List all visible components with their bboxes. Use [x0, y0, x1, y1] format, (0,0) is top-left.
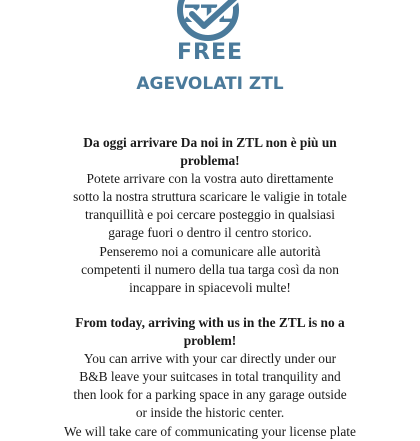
english-headline-line-1: From today, arriving with us in the ZTL is no a	[75, 315, 345, 330]
italian-body-line: incappare in spiacevoli multe!	[129, 279, 291, 295]
italian-body-line: tranquillità e poi cercare posteggio in qualsiasi	[85, 207, 335, 223]
italian-body-line: Penseremo noi a comunicare alle autorità	[99, 243, 321, 259]
italian-body-line: sotto la nostra struttura scaricare le valigie in totale	[73, 189, 347, 205]
english-body-line: You can arrive with your car directly under our	[83, 351, 337, 367]
italian-headline-line-2: problema!	[180, 153, 240, 169]
italian-body-line: competenti il numero della tua targa così da non	[81, 261, 339, 277]
english-body-line: B&B leave your suitcases in total tranquility and	[79, 369, 341, 385]
english-body-line: or inside the historic center.	[135, 405, 285, 421]
brand-title: FREE	[176, 40, 244, 65]
english-body-line: We will take care of communicating your license plate	[64, 423, 356, 439]
logo-ztl-letters: ZTL	[183, 0, 233, 28]
italian-body-line: garage fuori o dentro il centro storico.	[108, 225, 312, 241]
brand-subtitle: AGEVOLATI ZTL	[136, 74, 284, 94]
italian-section	[0, 134, 420, 297]
english-headline-line-2: problem!	[183, 333, 237, 349]
italian-headline-line-1: Da oggi arrivare Da noi in ZTL non è più un	[83, 135, 337, 150]
english-section	[0, 314, 420, 441]
italian-body-line: Potete arrivare con la vostra auto direttamente	[86, 171, 334, 187]
english-body-line: then look for a parking space in any garage outside	[73, 387, 347, 403]
